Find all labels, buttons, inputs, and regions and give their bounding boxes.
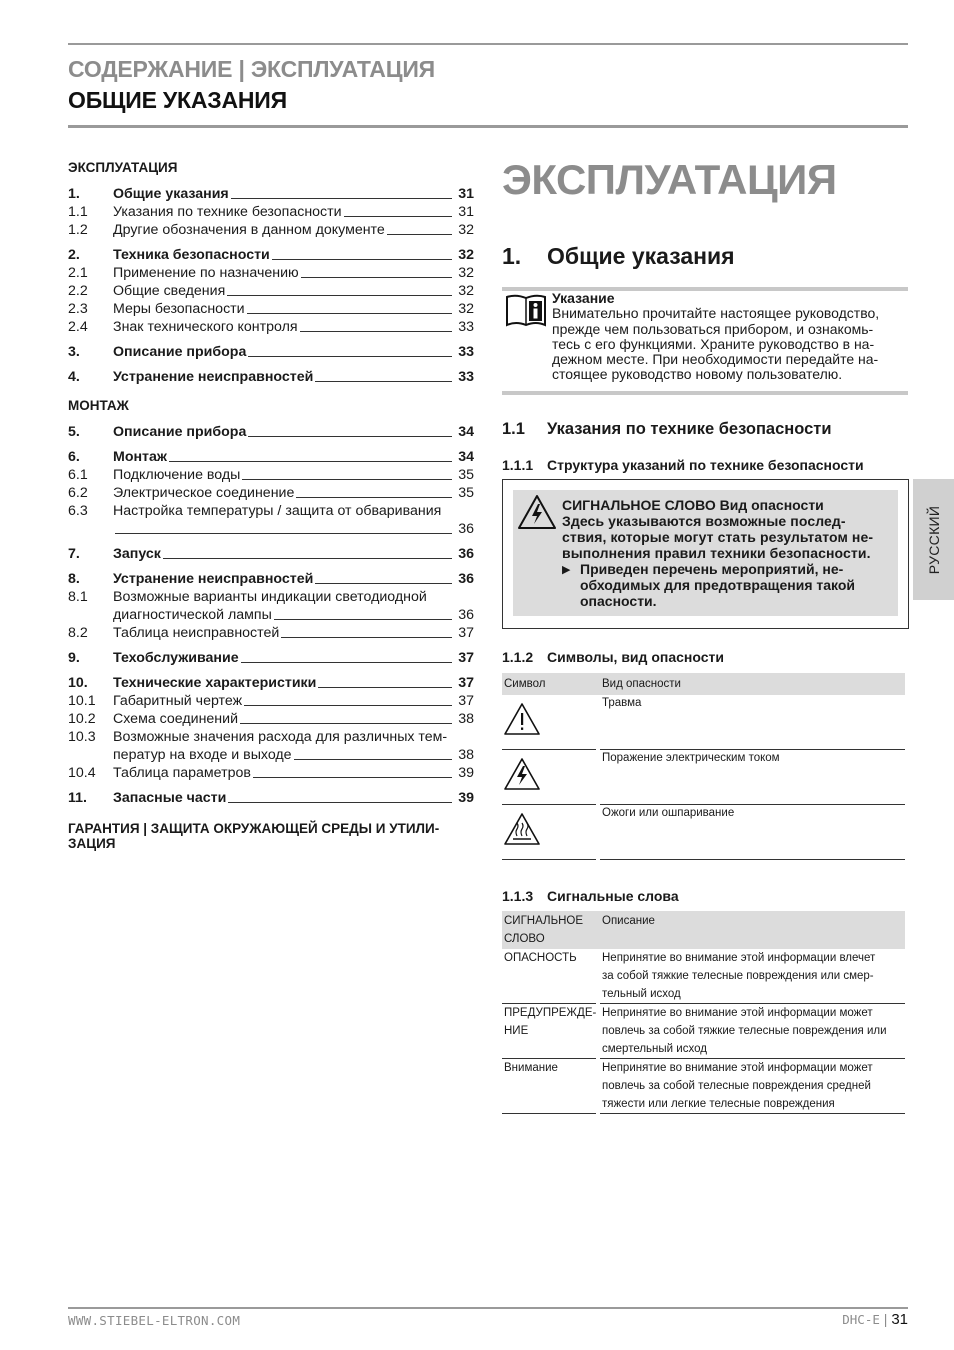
danger-warning-text [562, 497, 894, 609]
subsubsection-heading-signal-words [502, 888, 679, 904]
toc-entry-page: 36 [458, 607, 474, 623]
table-header [502, 673, 905, 695]
toc-entry-page: 37 [458, 675, 474, 691]
footer-model: DHC-E [842, 1312, 880, 1327]
toc-leader [315, 583, 452, 584]
toc-entry-page: 32 [458, 265, 474, 281]
table-row [502, 1004, 905, 1059]
toc-entry-number: 5. [68, 424, 80, 440]
toc-leader [242, 479, 452, 480]
toc-leader [241, 662, 452, 663]
toc-entry-page: 36 [458, 521, 474, 537]
toc-entry-title: Общие указания [113, 186, 229, 202]
toc-entry-title: Схема соединений [113, 711, 238, 727]
toc-entry-page: 33 [458, 319, 474, 335]
toc-entry-page: 37 [458, 625, 474, 641]
toc-entry-title: Устранение неисправностей [113, 369, 314, 385]
toc-entry-number: 8.1 [68, 589, 88, 605]
toc-entry-page: 31 [458, 204, 474, 220]
toc-entry-page: 32 [458, 283, 474, 299]
warning-icon [503, 702, 541, 736]
subsection-number: 1.1 [502, 420, 525, 438]
toc-entry-page: 39 [458, 790, 474, 806]
toc-section-installation [68, 423, 474, 807]
toc-leader [253, 777, 452, 778]
toc-entry-line [68, 746, 474, 764]
toc-entry-number: 6.3 [68, 503, 88, 519]
toc-entry-page: 33 [458, 344, 474, 360]
toc-entry-title-cont: ператур на входе и выходе [113, 747, 292, 763]
toc-entry-line [68, 588, 474, 606]
section-heading-general [502, 243, 735, 270]
toc-entry-title: Габаритный чертеж [113, 693, 243, 709]
toc-leader [274, 619, 452, 620]
text-line: обходимых для предотвращения такой [580, 577, 856, 593]
header-title-secondary: ОБЩИЕ УКАЗАНИЯ [68, 87, 287, 113]
text-line: тесь с его функциями. Храните руководство в на- [552, 335, 875, 352]
toc-entry-number: 11. [68, 790, 87, 806]
toc-entry[interactable] [68, 545, 474, 563]
danger-consequences [562, 513, 894, 561]
toc-entry-line [68, 520, 474, 538]
toc-entry[interactable] [68, 282, 474, 300]
toc-entry[interactable] [68, 674, 474, 692]
footer-rule [68, 1307, 908, 1309]
text-line: стоящее руководство новому пользователю. [552, 366, 843, 383]
text-line: ствия, которые могут стать результатом не- [562, 529, 874, 545]
toc-entry[interactable] [68, 466, 474, 484]
toc-entry-title: Запуск [113, 546, 161, 562]
table-of-contents [68, 160, 474, 851]
toc-entry-title: Таблица неисправностей [113, 625, 280, 641]
hot-surface-icon [503, 812, 541, 846]
toc-leader [228, 802, 452, 803]
note-text [552, 291, 908, 383]
danger-signal-word: СИГНАЛЬНОЕ СЛОВО Вид опасности [562, 497, 824, 513]
signal-word: НИЕ [504, 1025, 529, 1037]
bullet-triangle-icon: ▶ [562, 564, 571, 576]
symbol-cell [502, 750, 596, 805]
toc-entry[interactable] [68, 588, 474, 624]
top-rule [68, 43, 908, 45]
toc-entry[interactable] [68, 764, 474, 782]
symbols-table [502, 673, 905, 860]
hazard-type-cell: Ожоги или ошпаривание [600, 805, 905, 860]
toc-entry-page: 36 [458, 571, 474, 587]
toc-entry-number: 6. [68, 449, 80, 465]
toc-leader [272, 259, 452, 260]
table-header-cell [502, 912, 596, 948]
subsubsection-number: 1.1.3 [502, 888, 534, 904]
description-cell [600, 1059, 905, 1114]
section-number: 1. [502, 243, 522, 269]
toc-entry-title: Применение по назначению [113, 265, 299, 281]
text-line: выполнения правил техники безопасности. [562, 545, 871, 561]
danger-warning-inner [513, 490, 898, 616]
description-line: Непринятие во внимание этой информации может [602, 1007, 873, 1019]
hazard-type-cell: Травма [600, 695, 905, 750]
subsection-title: Указания по технике безопасности [547, 420, 832, 438]
toc-warranty-heading[interactable] [68, 821, 474, 851]
toc-entry[interactable] [68, 570, 474, 588]
description-cell [600, 1004, 905, 1059]
toc-entry-page: 35 [458, 485, 474, 501]
toc-section-heading: МОНТАЖ [68, 398, 129, 413]
toc-leader [318, 687, 452, 688]
note-title: Указание [552, 290, 615, 306]
toc-entry-page: 39 [458, 765, 474, 781]
table-row [502, 750, 905, 805]
table-row [502, 1059, 905, 1114]
subsubsection-title: Структура указаний по технике безопасности [547, 457, 864, 473]
toc-entry-title: Знак технического контроля [113, 319, 298, 335]
toc-entry-number: 10.1 [68, 693, 96, 709]
toc-entry-number: 10.3 [68, 729, 96, 745]
signal-word-cell [502, 949, 596, 1004]
toc-entry-number: 2. [68, 247, 80, 263]
danger-measures-text [580, 561, 855, 609]
toc-leader [294, 759, 452, 760]
toc-entry-number: 3. [68, 344, 80, 360]
text-line: дежном месте. При необходимости передайте на- [552, 351, 879, 368]
toc-entry-number: 7. [68, 546, 80, 562]
note-body [552, 306, 908, 382]
toc-entry-number: 1.1 [68, 204, 88, 220]
toc-entry-title-cont: диагностической лампы [113, 607, 272, 623]
toc-entry[interactable] [68, 789, 474, 807]
toc-entry[interactable] [68, 692, 474, 710]
toc-leader [300, 331, 452, 332]
toc-leader [240, 723, 452, 724]
table-row [502, 695, 905, 750]
toc-entry[interactable] [68, 624, 474, 642]
header-title-primary: СОДЕРЖАНИЕ | ЭКСПЛУАТАЦИЯ [68, 56, 435, 82]
signal-word-cell [502, 1059, 596, 1114]
toc-entry-title: Возможные значения расхода для различных тем- [113, 729, 448, 745]
toc-entry[interactable] [68, 484, 474, 502]
toc-entry-number: 10. [68, 675, 88, 691]
toc-entry-title: Общие сведения [113, 283, 226, 299]
toc-entry-number: 8. [68, 571, 80, 587]
toc-entry[interactable] [68, 728, 474, 764]
language-tab[interactable] [913, 479, 954, 600]
toc-entry-page: 38 [458, 711, 474, 727]
toc-entry-page: 37 [458, 693, 474, 709]
footer-page-info [842, 1311, 908, 1328]
signal-word: Внимание [504, 1062, 558, 1074]
table-header [502, 911, 905, 949]
electric-shock-icon [517, 494, 557, 530]
toc-entry-number: 6.2 [68, 485, 88, 501]
toc-entry-number: 9. [68, 650, 80, 666]
toc-entry-title: Электрическое соединение [113, 485, 295, 501]
toc-leader [231, 198, 452, 199]
description-line: Непринятие во внимание этой информации может [602, 1062, 873, 1074]
toc-entry-title: Настройка температуры / защита от обваривания [113, 503, 442, 519]
toc-leader [227, 295, 452, 296]
toc-leader [169, 461, 452, 462]
header-rule [68, 125, 908, 128]
description-line: повлечь за собой тяжкие телесные повреждения или [602, 1025, 887, 1037]
toc-entry-page: 32 [458, 301, 474, 317]
toc-entry-title: Другие обозначения в данном документе [113, 222, 385, 238]
toc-leader [387, 234, 452, 235]
signal-words-table [502, 911, 905, 1114]
toc-entry[interactable] [68, 343, 474, 361]
toc-entry-title: Подключение воды [113, 467, 241, 483]
toc-leader [244, 705, 452, 706]
symbol-cell [502, 695, 596, 750]
header-text: СЛОВО [504, 933, 545, 945]
toc-entry-number: 2.3 [68, 301, 88, 317]
description-line: за собой тяжкие телесные повреждения или смер- [602, 970, 874, 982]
subsection-heading-safety [502, 420, 832, 439]
text-line: Приведен перечень мероприятий, не- [580, 561, 844, 577]
subsubsection-title: Символы, вид опасности [547, 649, 724, 665]
toc-entry-title: Описание прибора [113, 424, 247, 440]
toc-entry-number: 10.2 [68, 711, 96, 727]
toc-leader [248, 436, 452, 437]
toc-entry-number: 2.1 [68, 265, 88, 281]
toc-leader [296, 497, 452, 498]
toc-leader [301, 277, 452, 278]
toc-entry-title: Устранение неисправностей [113, 571, 314, 587]
toc-leader [344, 216, 452, 217]
subsubsection-heading-symbols [502, 649, 724, 665]
subsubsection-number: 1.1.1 [502, 457, 534, 473]
danger-warning-box [502, 479, 909, 629]
chapter-title: ЭКСПЛУАТАЦИЯ [502, 156, 837, 203]
toc-entry[interactable] [68, 203, 474, 221]
table-header-cell: Описание [602, 915, 655, 927]
table-row [502, 949, 905, 1004]
toc-entry[interactable] [68, 502, 474, 538]
toc-leader [247, 313, 452, 314]
toc-entry-page: 32 [458, 222, 474, 238]
description-line: тельный исход [602, 988, 681, 1000]
description-line: тяжести или легкие телесные повреждения [602, 1098, 835, 1110]
toc-leader [281, 637, 452, 638]
toc-entry-page: 33 [458, 369, 474, 385]
text-line: прежде чем пользоваться прибором, и ознакомь- [552, 320, 874, 337]
toc-entry-number: 2.2 [68, 283, 88, 299]
toc-entry-title: Запасные части [113, 790, 227, 806]
table-row [502, 805, 905, 860]
table-header-cell: Вид опасности [602, 678, 681, 690]
language-tab-label: РУССКИЙ [925, 505, 942, 574]
toc-entry-page: 31 [458, 186, 474, 202]
electric-shock-icon [503, 757, 541, 791]
toc-entry-line [68, 502, 474, 520]
table-header-cell: Символ [504, 678, 546, 690]
toc-entry-title: Техника безопасности [113, 247, 270, 263]
toc-section-operation [68, 185, 474, 386]
toc-entry-page: 34 [458, 424, 474, 440]
toc-entry-title: Техобслуживание [113, 650, 239, 666]
footer-page-number: 31 [891, 1311, 908, 1328]
note-rule-bottom [502, 391, 908, 395]
toc-section-heading: ЭКСПЛУАТАЦИЯ [68, 160, 178, 175]
toc-entry-title: Таблица параметров [113, 765, 251, 781]
description-line: повлечь за собой телесные повреждения средней [602, 1080, 871, 1092]
toc-entry-number: 1.2 [68, 222, 88, 238]
toc-entry[interactable] [68, 368, 474, 386]
toc-leader [315, 381, 452, 382]
text-line: Внимательно прочитайте настоящее руководство, [552, 305, 880, 322]
toc-entry-number: 4. [68, 369, 80, 385]
toc-entry-line [68, 606, 474, 624]
header-text: СИГНАЛЬНОЕ [504, 915, 584, 927]
section-title: Общие указания [547, 243, 735, 269]
signal-words-body [502, 949, 905, 1114]
footer-separator: | [883, 1311, 888, 1327]
toc-entry-title: Технические характеристики [113, 675, 317, 691]
toc-entry-title: Монтаж [113, 449, 167, 465]
toc-entry[interactable] [68, 448, 474, 466]
symbol-cell [502, 805, 596, 860]
signal-word: ОПАСНОСТЬ [504, 952, 577, 964]
subsubsection-title: Сигнальные слова [547, 888, 679, 904]
toc-entry[interactable] [68, 264, 474, 282]
toc-entry-number: 10.4 [68, 765, 96, 781]
toc-entry-title: Описание прибора [113, 344, 247, 360]
signal-word-cell [502, 1004, 596, 1059]
toc-entry-line [68, 728, 474, 746]
subsubsection-number: 1.1.2 [502, 649, 534, 665]
toc-entry[interactable] [68, 246, 474, 264]
footer-website[interactable]: WWW.STIEBEL-ELTRON.COM [68, 1313, 241, 1328]
toc-entry-title: Указания по технике безопасности [113, 204, 342, 220]
toc-entry-page: 35 [458, 467, 474, 483]
toc-entry[interactable] [68, 423, 474, 441]
toc-entry[interactable] [68, 185, 474, 203]
toc-entry-page: 36 [458, 546, 474, 562]
toc-leader [115, 533, 452, 534]
toc-entry-number: 6.1 [68, 467, 88, 483]
toc-entry-page: 32 [458, 247, 474, 263]
toc-warranty-line: ГАРАНТИЯ | ЗАЩИТА ОКРУЖАЮЩЕЙ СРЕДЫ И УТИЛИ- [68, 821, 440, 836]
toc-warranty-line: ЗАЦИЯ [68, 836, 116, 851]
text-line: опасности. [580, 593, 657, 609]
toc-entry[interactable] [68, 649, 474, 667]
hazard-type-cell: Поражение электрическим током [600, 750, 905, 805]
toc-entry-number: 2.4 [68, 319, 88, 335]
toc-entry-page: 38 [458, 747, 474, 763]
toc-entry-number: 1. [68, 186, 80, 202]
signal-word: ПРЕДУПРЕЖДЕ- [504, 1007, 597, 1019]
toc-entry-title: Возможные варианты индикации светодиодной [113, 589, 427, 605]
toc-entry[interactable] [68, 221, 474, 239]
toc-entry[interactable] [68, 318, 474, 336]
read-manual-icon [504, 293, 548, 327]
toc-entry[interactable] [68, 710, 474, 728]
toc-entry[interactable] [68, 300, 474, 318]
description-line: Непринятие во внимание этой информации влечет [602, 952, 876, 964]
text-line: Здесь указываются возможные послед- [562, 513, 846, 529]
toc-leader [248, 356, 452, 357]
toc-entry-title: Меры безопасности [113, 301, 245, 317]
toc-entry-number: 8.2 [68, 625, 88, 641]
toc-entry-page: 34 [458, 449, 474, 465]
danger-measures [562, 561, 894, 609]
description-cell [600, 949, 905, 1004]
description-line: смертельный исход [602, 1043, 707, 1055]
toc-leader [163, 558, 452, 559]
toc-entry-page: 37 [458, 650, 474, 666]
subsubsection-heading-structure [502, 457, 864, 473]
